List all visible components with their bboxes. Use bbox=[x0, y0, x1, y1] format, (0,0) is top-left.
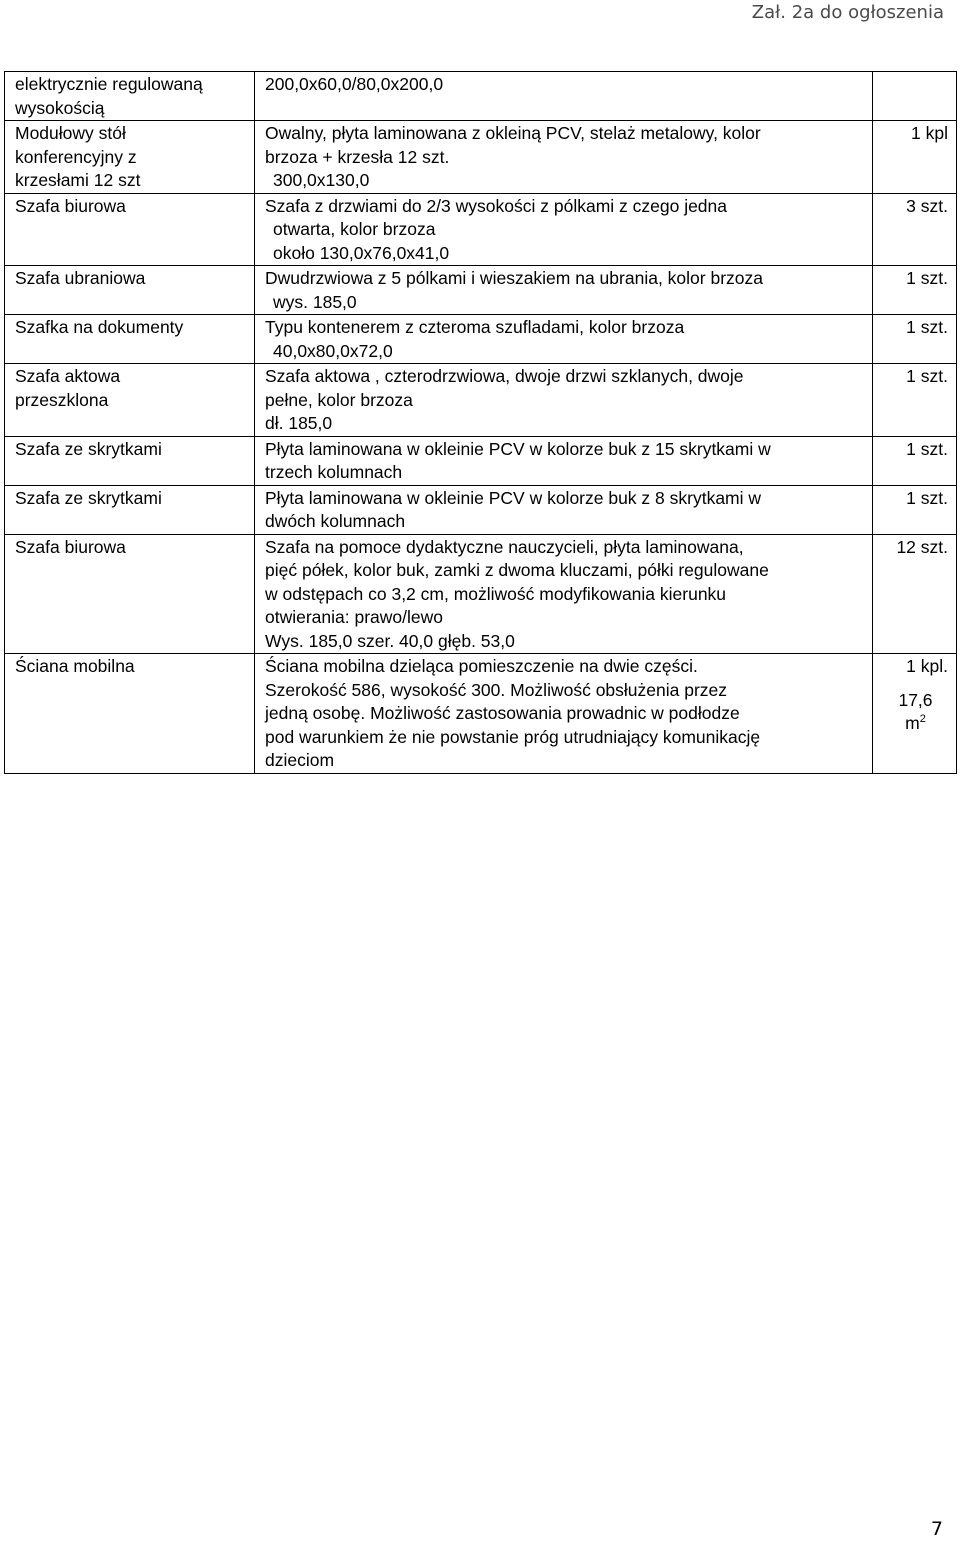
item-description-cell bbox=[255, 72, 873, 121]
unit-exponent: 2 bbox=[919, 713, 926, 726]
item-description-cell-line: dzieciom bbox=[265, 750, 335, 770]
item-quantity-cell-line: 1 szt. bbox=[906, 366, 948, 386]
item-description-cell-line: Szafa na pomoce dydaktyczne nauczycieli, płyta laminowana, bbox=[265, 536, 744, 557]
item-name-cell-line: Ściana mobilna bbox=[15, 656, 135, 676]
page-number: 7 bbox=[930, 1518, 943, 1540]
item-name-cell bbox=[5, 485, 255, 534]
item-name-cell-line: Szafka na dokumenty bbox=[15, 317, 184, 337]
item-quantity-cell bbox=[873, 654, 957, 774]
item-description-cell bbox=[255, 654, 873, 774]
item-name-cell-line: Modułowy stół bbox=[15, 123, 126, 143]
item-description-cell-line: dwóch kolumnach bbox=[265, 511, 406, 531]
item-name-cell bbox=[5, 193, 255, 266]
table-row bbox=[5, 193, 957, 266]
item-description-cell bbox=[255, 534, 873, 654]
item-description-cell-line: trzech kolumnach bbox=[265, 462, 403, 482]
table-row bbox=[5, 364, 957, 437]
item-name-cell-line: Szafa ze skrytkami bbox=[15, 487, 162, 508]
table-row bbox=[5, 266, 957, 315]
item-description-cell-line: pięć półek, kolor buk, zamki z dwoma kluczami, półki regulowane bbox=[265, 560, 769, 580]
item-description-cell-line: wys. 185,0 bbox=[273, 291, 357, 312]
item-name-cell-line: Szafa ubraniowa bbox=[15, 268, 146, 288]
item-description-cell-line: Ściana mobilna dzieląca pomieszczenie na dwie części. bbox=[265, 656, 698, 676]
item-quantity-cell-line: 3 szt. bbox=[906, 195, 948, 216]
item-name-cell bbox=[5, 654, 255, 774]
table-row bbox=[5, 315, 957, 364]
table-row bbox=[5, 72, 957, 121]
item-description-cell-line: Dwudrzwiowa z 5 pólkami i wieszakiem na ubrania, kolor brzoza bbox=[265, 268, 763, 288]
table-row bbox=[5, 485, 957, 534]
table-row bbox=[5, 121, 957, 194]
item-description-cell-line: 300,0x130,0 bbox=[273, 170, 370, 190]
item-description-cell-line: Płyta laminowana w okleinie PCV w kolorze buk z 15 skrytkami w bbox=[265, 438, 771, 459]
item-quantity-cell-line: 1 kpl. bbox=[906, 656, 948, 676]
item-name-cell bbox=[5, 364, 255, 437]
item-description-cell-line: 40,0x80,0x72,0 bbox=[273, 340, 393, 361]
item-quantity-cell bbox=[873, 121, 957, 194]
item-name-cell-line: Szafa ze skrytkami bbox=[15, 438, 162, 459]
item-description-cell-line: Szerokość 586, wysokość 300. Możliwość obsłużenia przez bbox=[265, 679, 728, 700]
item-description-cell bbox=[255, 121, 873, 194]
item-name-cell bbox=[5, 534, 255, 654]
item-quantity-cell-line: 17,6 bbox=[898, 689, 933, 710]
item-name-cell bbox=[5, 266, 255, 315]
equipment-spec-table bbox=[4, 71, 957, 774]
item-description-cell bbox=[255, 266, 873, 315]
item-description-cell-line: Owalny, płyta laminowana z okleiną PCV, stelaż metalowy, kolor bbox=[265, 123, 761, 143]
item-quantity-cell-line: 1 kpl bbox=[911, 123, 948, 143]
item-description-cell-line: 200,0x60,0/80,0x200,0 bbox=[265, 74, 444, 94]
item-description-cell-line: otwierania: prawo/lewo bbox=[265, 607, 444, 627]
item-description-cell bbox=[255, 364, 873, 437]
item-description-cell-line: Szafa aktowa , czterodrzwiowa, dwoje drzwi szklanych, dwoje bbox=[265, 366, 744, 386]
item-description-cell-line: Wys. 185,0 szer. 40,0 głęb. 53,0 bbox=[265, 630, 515, 651]
item-quantity-cell-line: 1 szt. bbox=[906, 438, 948, 459]
item-description-cell-line: brzoza + krzesła 12 szt. bbox=[265, 146, 450, 167]
item-description-cell bbox=[255, 315, 873, 364]
table-row bbox=[5, 654, 957, 774]
item-name-cell-line: przeszklona bbox=[15, 389, 109, 410]
item-description-cell-line: dł. 185,0 bbox=[265, 413, 333, 433]
item-quantity-cell bbox=[873, 72, 957, 121]
item-quantity-cell-line: $m^2$ bbox=[905, 713, 926, 733]
item-name-cell-line: Szafa biurowa bbox=[15, 195, 126, 216]
item-description-cell-line: otwarta, kolor brzoza bbox=[273, 219, 436, 239]
item-name-cell-line: konferencyjny z bbox=[15, 146, 137, 167]
item-quantity-cell bbox=[873, 364, 957, 437]
item-description-cell-line: jedną osobę. Możliwość zastosowania prowadnic w podłodze bbox=[265, 703, 740, 723]
item-description-cell-line: pod warunkiem że nie powstanie próg utrudniający komunikację bbox=[265, 726, 761, 747]
item-quantity-cell bbox=[873, 266, 957, 315]
table-row bbox=[5, 534, 957, 654]
attachment-note: Zał. 2a do ogłoszenia bbox=[751, 2, 944, 23]
table-row bbox=[5, 436, 957, 485]
item-name-cell bbox=[5, 436, 255, 485]
item-quantity-cell bbox=[873, 534, 957, 654]
item-name-cell-line: wysokością bbox=[15, 97, 105, 118]
item-name-cell bbox=[5, 315, 255, 364]
item-description-cell bbox=[255, 193, 873, 266]
item-name-cell-line: elektrycznie regulowaną bbox=[15, 74, 203, 94]
item-quantity-cell bbox=[873, 193, 957, 266]
item-quantity-cell-line: 1 szt. bbox=[906, 268, 948, 288]
item-description-cell-line: pełne, kolor brzoza bbox=[265, 389, 413, 410]
item-description-cell bbox=[255, 436, 873, 485]
item-description-cell-line: około 130,0x76,0x41,0 bbox=[273, 242, 450, 263]
item-quantity-cell bbox=[873, 485, 957, 534]
item-quantity-cell-line: 1 szt. bbox=[906, 317, 948, 337]
item-name-cell-line: Szafa aktowa bbox=[15, 366, 121, 386]
item-description-cell-line: w odstępach co 3,2 cm, możliwość modyfikowania kierunku bbox=[265, 583, 727, 604]
item-name-cell-line: krzesłami 12 szt bbox=[15, 170, 141, 190]
item-quantity-cell-line: 12 szt. bbox=[896, 536, 948, 557]
item-name-cell-line: Szafa biurowa bbox=[15, 536, 126, 557]
item-quantity-cell-line: 1 szt. bbox=[906, 487, 948, 508]
item-description-cell-line: Typu kontenerem z czteroma szufladami, kolor brzoza bbox=[265, 317, 685, 337]
item-description-cell bbox=[255, 485, 873, 534]
item-quantity-cell bbox=[873, 315, 957, 364]
item-description-cell-line: Płyta laminowana w okleinie PCV w kolorze buk z 8 skrytkami w bbox=[265, 487, 762, 508]
item-name-cell bbox=[5, 72, 255, 121]
item-name-cell bbox=[5, 121, 255, 194]
item-description-cell-line: Szafa z drzwiami do 2/3 wysokości z pólkami z czego jedna bbox=[265, 195, 728, 216]
item-quantity-cell bbox=[873, 436, 957, 485]
